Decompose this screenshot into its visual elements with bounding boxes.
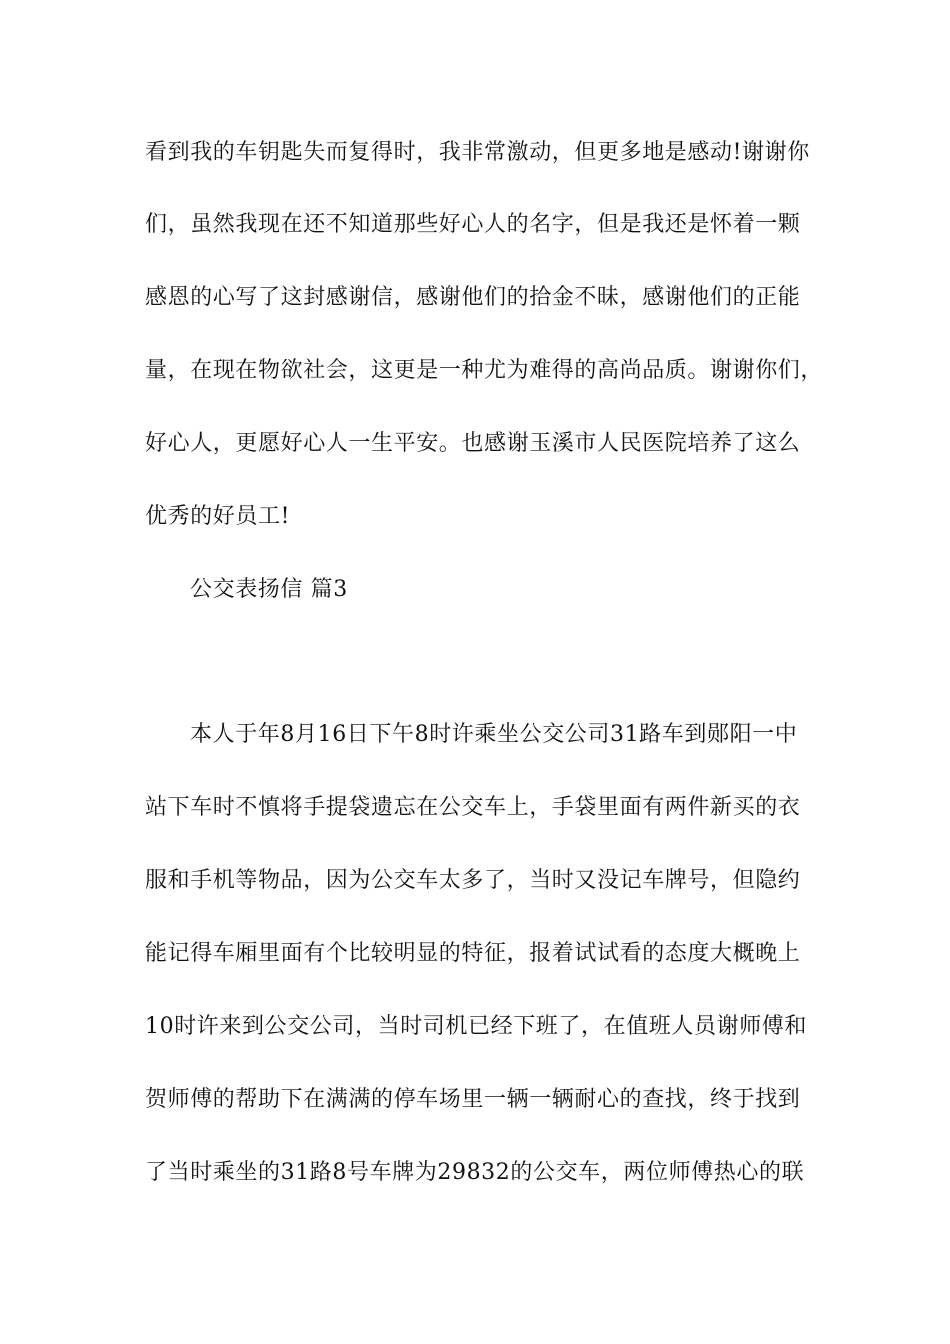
paragraph-1-line-4: 量，在现在物欲社会，这更是一种尤为难得的高尚品质。谢谢你们， <box>145 358 824 383</box>
paragraph-1-line-1: 看到我的车钥匙失而复得时，我非常激动，但更多地是感动!谢谢你 <box>145 140 810 165</box>
paragraph-1-line-6: 优秀的好员工! <box>145 504 291 529</box>
paragraph-2-line-7: 了当时乘坐的31路8号车牌为29832的公交车，两位师傅热心的联 <box>145 1160 805 1185</box>
paragraph-2-line-6: 贺师傅的帮助下在满满的停车场里一辆一辆耐心的查找，终于找到 <box>145 1087 801 1112</box>
paragraph-1-line-3: 感恩的心写了这封感谢信，感谢他们的拾金不昧，感谢他们的正能 <box>145 285 801 310</box>
paragraph-2-line-3: 服和手机等物品，因为公交车太多了，当时又没记车牌号，但隐约 <box>145 868 801 893</box>
paragraph-2-line-1: 本人于年8月16日下午8时许乘坐公交公司31路车到郧阳一中 <box>190 722 798 747</box>
section-heading: 公交表扬信 篇3 <box>190 577 348 602</box>
paragraph-2-line-5: 10时许来到公交公司，当时司机已经下班了，在值班人员谢师傅和 <box>145 1014 807 1039</box>
paragraph-1-line-5: 好心人，更愿好心人一生平安。也感谢玉溪市人民医院培养了这么 <box>145 431 801 456</box>
paragraph-2-line-4: 能记得车厢里面有个比较明显的特征，报着试试看的态度大概晚上 <box>145 941 801 966</box>
paragraph-1-line-2: 们，虽然我现在还不知道那些好心人的名字，但是我还是怀着一颗 <box>145 212 801 237</box>
paragraph-2-line-2: 站下车时不慎将手提袋遗忘在公交车上，手袋里面有两件新买的衣 <box>145 795 801 820</box>
